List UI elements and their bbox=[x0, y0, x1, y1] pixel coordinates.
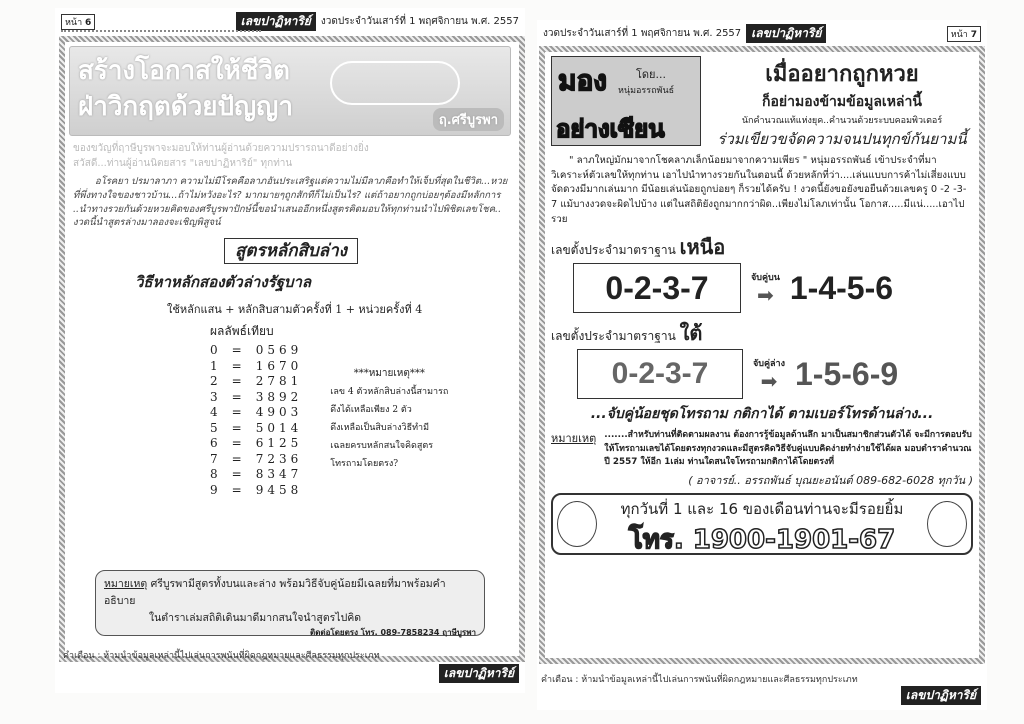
subheadline: ก็อย่ามองข้ามข้อมูลเหล่านี้ bbox=[762, 94, 922, 110]
table-cell: 0569 bbox=[255, 343, 303, 358]
remark-box bbox=[95, 570, 485, 636]
issue-date: งวดประจำวันเสาร์ที่ 1 พฤศจิกายน พ.ศ. 2557 bbox=[543, 28, 742, 39]
magazine-logo: เลขปาฏิหาริย์ bbox=[746, 24, 826, 43]
column-author: หนุ่มอรรถพันธ์ bbox=[618, 86, 675, 96]
column-logo-word: มอง bbox=[558, 64, 607, 97]
issue-date: งวดประจำวันเสาร์ที่ 1 พฤศจิกายน พ.ศ. 2557 bbox=[320, 16, 519, 27]
left-content bbox=[73, 142, 509, 498]
page-label: หน้า bbox=[950, 29, 968, 40]
table-cell: 2781 bbox=[255, 374, 303, 389]
page-label: หน้า bbox=[65, 17, 83, 28]
headline-block bbox=[709, 56, 975, 151]
south-word: ใต้ bbox=[679, 321, 703, 346]
right-page-7 bbox=[537, 20, 987, 710]
note-title: ***หมายเหตุ*** bbox=[353, 368, 425, 380]
table-row bbox=[210, 374, 302, 390]
headline: เมื่ออยากถูกหวย bbox=[765, 62, 919, 87]
column-banner bbox=[69, 46, 511, 136]
table-cell: = bbox=[231, 436, 242, 451]
ad-text: ทุกวันที่ 1 และ 16 ของเดือนท่านจะมีรอยยิ้ม bbox=[620, 500, 904, 518]
note-line: ดึงได้เหลือเพียง 2 ตัว bbox=[330, 405, 412, 416]
signature: ( อาจารย์.. อรรถพันธ์ บุณยะอนันต์ 089-682-6028 ทุกวัน ) bbox=[688, 474, 973, 487]
ad-phone: โทร. 1900-1901-67 bbox=[628, 525, 896, 555]
divider bbox=[61, 28, 261, 32]
south-result: 1-5-6-9 bbox=[794, 355, 899, 392]
banner-oval bbox=[330, 61, 460, 105]
section-title: สูตรหลักสิบล่าง bbox=[224, 238, 358, 264]
table-cell: = bbox=[231, 467, 242, 482]
result-table bbox=[210, 343, 302, 498]
north-number-set: 0-2-3-7 bbox=[573, 263, 741, 313]
contact-info: ติดต่อโดยตรง โทร. 089-7858234 ฤาษีบูรพา bbox=[310, 628, 476, 637]
note-line: เลข 4 ตัวหลักสิบล่างนี้สามารถ bbox=[330, 387, 449, 398]
page-number-value: 6 bbox=[85, 17, 92, 28]
header-right bbox=[236, 12, 519, 31]
table-row bbox=[210, 452, 302, 468]
body-text: อโรคยา ปรมาลาภา ความไม่มีโรคคือลาภอันประเสริฐแต่ความไม่มีลาภคือทำให้เจ็บที่สุดในชีวิต...หวยที่พึ่งทางใจของชาวบ้าน...ถ้าไม่หวังอะไร? มากมายๆถูกสักทีก็ไม่เป็นไร? แต่ถ้าอยากถูกบ่อยๆต้องมีหลักการ ..นำทางรวยกันด้วยหวยคิดของศรีบูรพาปักษ์นี้ขอนำเสนออีกหนึ่งสูตรคิดมอบให้ทุกท่านนำไปพิชิตเลขโชค.. งวดนี้นำสูตรล่างมาลองจะเชิญพิสูจน์ bbox=[73, 176, 508, 229]
table-cell: 4903 bbox=[255, 405, 303, 420]
column-logo bbox=[551, 56, 701, 146]
magazine-logo: เลขปาฏิหาริย์ bbox=[236, 12, 316, 31]
warning-text: คำเตือน : ห้ามนำข้อมูลเหล่านี้ไปเล่นการพนันที่ผิดกฎหมายและศีลธรรมทุกประเภท bbox=[63, 651, 380, 661]
call-to-action: ...จับคู่น้อยชุดโทรถาม กติกาได้ ตามเบอร์โทรด้านล่าง... bbox=[590, 406, 934, 423]
table-cell: 4 bbox=[210, 405, 218, 420]
remark-text: .......สำหรับท่านที่ติดตามผลงาน ต้องการรู้ข้อมูลด้านลึก มาเป็นสมาชิกส่วนตัวได้ จะมีการตอบรับให้โทรถามเลขได้โดยตรงทุกงวดและมีสูตรคิดวิธีจับคู่แบบคิดง่ายทำง่ายใช้ได้ผล มอบตำราคำนวณปี 2557 ให้อีก 1เล่ม ท่านใดสนใจโทรถามกติกาได้โดยตรงที่ bbox=[604, 430, 972, 467]
banner-line: ฝ่าวิกฤตด้วยปัญญา bbox=[78, 92, 293, 122]
north-label bbox=[551, 231, 973, 263]
table-cell: 8347 bbox=[255, 467, 303, 482]
column-by: โดย... bbox=[636, 68, 666, 81]
slogan: ร่วมเขียวขจัดความจนปนทุกข์กันยามนี้ bbox=[717, 130, 967, 148]
table-cell: 9458 bbox=[255, 482, 303, 497]
table-row bbox=[210, 421, 302, 437]
footer-logo: เลขปาฏิหาริย์ bbox=[901, 686, 981, 705]
page-number bbox=[947, 26, 981, 42]
south-number-set: 0-2-3-7 bbox=[577, 349, 743, 399]
note-line: ดึงเหลือเป็นสิบล่างวิธีทำมี bbox=[330, 423, 429, 434]
table-row bbox=[210, 405, 302, 421]
page-number-value: 7 bbox=[970, 29, 977, 40]
south-pair bbox=[753, 356, 785, 392]
right-content bbox=[551, 154, 973, 555]
banner-title bbox=[78, 53, 293, 125]
table-cell: 5 bbox=[210, 420, 218, 435]
table-and-notes bbox=[210, 343, 509, 498]
table-row bbox=[210, 343, 302, 359]
table-cell: = bbox=[231, 374, 242, 389]
header-left bbox=[543, 24, 826, 43]
method-description: ใช้หลักแสน + หลักสิบสามตัวครั้งที่ 1 + หน่วยครั้งที่ 4 bbox=[167, 303, 423, 317]
column-logo-word: อย่างเซียน bbox=[556, 115, 665, 143]
north-label-text: เลขตั้งประจำมาตราฐาน bbox=[551, 243, 676, 258]
table-row bbox=[210, 467, 302, 483]
cartoon-face-icon bbox=[927, 501, 967, 547]
table-cell: = bbox=[231, 482, 242, 497]
warning-text: คำเตือน : ห้ามนำข้อมูลเหล่านี้ไปเล่นการพนันที่ผิดกฎหมายและศีลธรรมทุกประเภท bbox=[541, 675, 858, 685]
remark-label: หมายเหตุ bbox=[551, 432, 597, 446]
remark-text: ในตำราเล่มสถิติเดินมาดีมากสนใจนำสูตรไปคิด bbox=[149, 612, 362, 624]
table-row bbox=[210, 436, 302, 452]
method-title: วิธีหาหลักสองตัวล่างรัฐบาล bbox=[135, 273, 312, 292]
table-cell: = bbox=[231, 405, 242, 420]
table-cell: 7 bbox=[210, 451, 218, 466]
table-cell: 6 bbox=[210, 436, 218, 451]
table-cell: = bbox=[231, 389, 242, 404]
remark-block bbox=[551, 429, 973, 469]
north-row bbox=[573, 263, 973, 313]
note-lines bbox=[330, 383, 448, 473]
table-cell: 1 bbox=[210, 358, 218, 373]
south-label bbox=[551, 317, 973, 349]
table-row bbox=[210, 359, 302, 375]
south-row bbox=[577, 349, 973, 399]
footer-logo: เลขปาฏิหาริย์ bbox=[439, 664, 519, 683]
table-cell: 3892 bbox=[255, 389, 303, 404]
table-cell: = bbox=[231, 420, 242, 435]
table-cell: 3 bbox=[210, 389, 218, 404]
greeting: สวัสดี...ท่านผู้อ่านนิตยสาร "เลขปาฏิหาริย์" ทุกท่าน bbox=[73, 157, 293, 169]
north-word: เหนือ bbox=[679, 235, 726, 260]
table-cell: = bbox=[231, 358, 242, 373]
note-block bbox=[330, 365, 448, 498]
cartoon-face-icon bbox=[557, 501, 597, 547]
north-pair bbox=[751, 270, 780, 306]
south-label-text: เลขตั้งประจำมาตราฐาน bbox=[551, 329, 676, 344]
table-cell: = bbox=[231, 343, 242, 358]
table-cell: 1670 bbox=[255, 358, 303, 373]
table-row bbox=[210, 390, 302, 406]
north-result: 1-4-5-6 bbox=[789, 269, 894, 306]
arrow-right-icon: ➡ bbox=[757, 283, 774, 308]
table-cell: 7236 bbox=[255, 451, 303, 466]
arrow-right-icon: ➡ bbox=[760, 369, 778, 394]
note-line: โทรถามโดยตรง? bbox=[330, 459, 399, 470]
banner-author: ฤ.ศรีบูรพา bbox=[433, 108, 504, 131]
north-pair-label: จับคู่บน bbox=[751, 273, 780, 284]
table-cell: 0 bbox=[210, 343, 218, 358]
tagline: นักคำนวณแท้แห่งยุค..คำนวนด้วยระบบคอมพิวเตอร์ bbox=[741, 116, 943, 126]
remark-text: ศรีบูรพามีสูตรทั้งบนและล่าง พร้อมวิธีจับคู่น้อยมีเฉลยที่มาพร้อมคำอธิบาย bbox=[104, 578, 446, 607]
header bbox=[543, 24, 981, 43]
south-pair-label: จับคู่ล่าง bbox=[753, 359, 785, 370]
table-row bbox=[210, 483, 302, 499]
table-cell: 9 bbox=[210, 482, 218, 497]
table-cell: 5014 bbox=[255, 420, 303, 435]
hotline-ad bbox=[551, 493, 973, 555]
table-cell: 8 bbox=[210, 467, 218, 482]
result-label: ผลลัพธ์เทียบ bbox=[210, 324, 274, 339]
table-cell: 6125 bbox=[255, 436, 303, 451]
table-cell: 2 bbox=[210, 374, 218, 389]
body-text: " ลาภใหญ่มักมาจากโชคลาภเล็กน้อยมาจากความเพียร " หนุ่มอรรถพันธ์ เข้าประจำที่มาวิเคราะห์ตัวเลขให้ทุกท่าน เอาไปนำทางรวยกันในตอนนี้ ด้วยหลักที่ว่า....เล่นแบบการค้าไม่เสี่ยงแบบจัดดวงมีมากเล่นมาก มีน้อยเล่นน้อยถูกบ่อยๆ ก็รวยได้ครับ ! งวดนี้ยังขอยังขอยืนด้วยเลขครู 0 -2 -3- 7 แม้บางงวดจะผิดไปบ้าง แต่ในสถิติยังถูกมากกว่าผิด..เพียงไม่โลภเท่านั้น โอกาส.....มีแน่.....เอาไปรวย bbox=[551, 155, 967, 225]
remark-label: หมายเหตุ bbox=[104, 578, 148, 590]
table-cell: = bbox=[231, 451, 242, 466]
intro-text: ของขวัญที่ฤาษีบูรพาจะมอบให้ท่านผู้อ่านด้วยความปรารถนาดีอย่างยิ่ง bbox=[73, 143, 369, 154]
note-line: เฉลยครบหลักสนใจคิดสูตร bbox=[330, 441, 434, 452]
banner-line: สร้างโอกาสให้ชีวิต bbox=[78, 56, 290, 86]
left-page-6 bbox=[55, 8, 525, 693]
